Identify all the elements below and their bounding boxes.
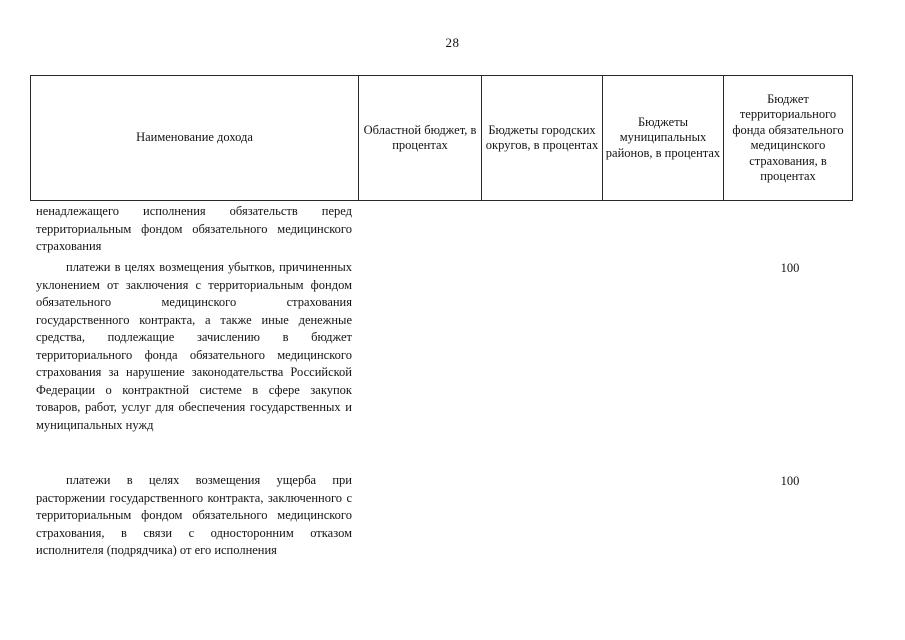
page-number: 28 bbox=[445, 35, 460, 50]
table-header-row bbox=[31, 76, 853, 201]
header-city-districts-budget: Бюджеты городских округов, в процентах bbox=[482, 76, 603, 201]
table-row-name: платежи в целях возмещения убытков, причиненных уклонением от заключения с территориальным фондом обязательного медицинского страхования государственного контракта, а также иные денежные средства, подлежащие зачислению в бюджет территориального фонда обязательного медицинского страхования за нарушение законодательства Российской Федерации о контрактной системе в сфере закупок товаров, работ, услуг для обеспечения государственных и муниципальных нужд bbox=[36, 260, 352, 432]
header-regional-budget: Областной бюджет, в процентах bbox=[359, 76, 482, 201]
header-territorial-fund-budget: Бюджет территориального фонда обязательного медицинского страхования, в процентах bbox=[724, 76, 853, 201]
table-row-value: 100 bbox=[780, 261, 800, 275]
header-income-name: Наименование дохода bbox=[31, 76, 359, 201]
table-row-name: ненадлежащего исполнения обязательств перед территориальным фондом обязательного медицинского страхования bbox=[36, 204, 352, 253]
header-municipal-districts-budget: Бюджеты муниципальных районов, в процентах bbox=[603, 76, 724, 201]
table-row-value: 100 bbox=[780, 474, 800, 488]
table-row-name: платежи в целях возмещения ущерба при расторжении государственного контракта, заключенного с территориальным фондом обязательного медицинского страхования, в связи с односторонним отказом исполнителя (подрядчика) от его исполнения bbox=[36, 473, 352, 557]
income-table-header bbox=[30, 75, 853, 201]
